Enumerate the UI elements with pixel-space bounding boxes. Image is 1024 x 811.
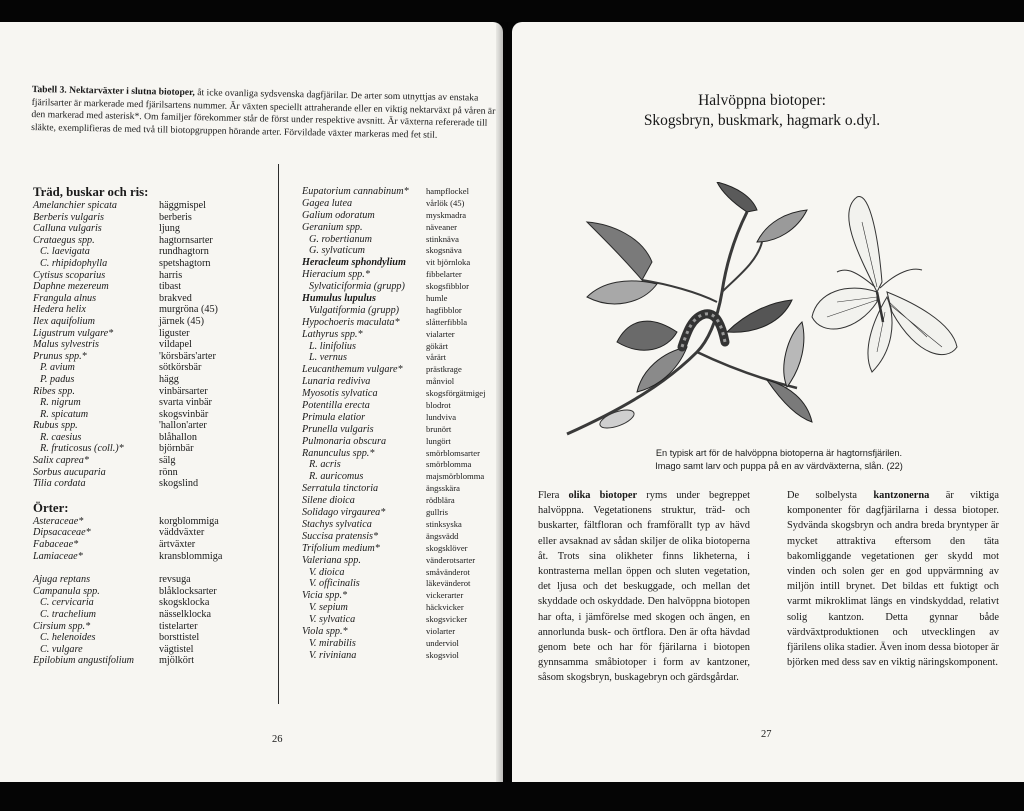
list-item [302,329,502,341]
list-item [302,364,502,376]
herb-families-list [33,516,273,562]
right-page [512,22,1024,782]
latin-name: C. trachelium [40,609,97,620]
latin-name: V. mirabilis [309,637,356,649]
latin-name: Viola spp.* [302,625,348,637]
swedish-name: brakved [159,292,192,304]
latin-name: R. fruticosus (coll.)* [40,443,124,455]
swedish-name: lungört [426,435,451,446]
latin-name: Lathyrus spp.* [302,328,363,340]
latin-name: Fabaceae* [33,539,79,551]
list-item [33,478,273,490]
latin-name: Prunella vulgaris [302,423,374,435]
latin-name: Pulmonaria obscura [302,435,387,447]
list-item [33,235,273,247]
list-item [33,409,273,421]
swedish-name: vårlök (45) [426,197,465,208]
latin-name: Ajuga reptans [33,574,91,586]
swedish-name: hagfibblor [426,304,462,315]
latin-name: Serratula tinctoria [302,483,379,495]
swedish-name: ljung [159,223,180,235]
swedish-name: kransblommiga [159,550,223,562]
swedish-name: blåhallon [159,431,197,443]
latin-name: Gagea lutea [302,197,353,209]
list-item [33,304,273,316]
list-item [302,531,502,543]
list-item [33,597,273,609]
list-item [302,352,502,364]
page-number-right: 27 [761,729,772,740]
swedish-name: tibast [159,281,182,293]
list-item [302,257,502,269]
right-plant-list [302,186,502,662]
list-item [33,609,273,621]
swedish-name: berberis [159,211,192,223]
swedish-name: ängsskära [426,483,460,494]
latin-name: Trifolium medium* [302,542,380,554]
latin-name: Amelanchier spicata [33,200,118,211]
list-item [33,621,273,633]
latin-name: Calluna vulgaris [33,223,102,235]
page-title-line2: Skogsbryn, buskmark, hagmark o.dyl. [643,112,881,129]
swedish-name: sälg [159,455,176,467]
latin-name: R. caesius [40,431,82,443]
figure-caption-line1: En typisk art för de halvöppna biotoperna är hagtornsfjärilen. [655,448,903,458]
swedish-name: majsmörblomma [426,471,485,482]
swedish-name: hägg [159,373,179,385]
latin-name: R. nigrum [40,397,81,409]
swedish-name: lundviva [426,411,457,422]
left-page [0,22,503,782]
swedish-name: gullris [426,507,448,518]
figure-caption-line2: Imago samt larv och puppa på en av värdväxterna, slån. (22) [655,461,903,471]
latin-name: Frangula alnus [33,292,97,304]
swedish-name: vårärt [426,352,447,363]
list-item [33,644,273,656]
list-item [33,362,273,374]
swedish-name: stinksyska [426,518,462,529]
latin-name: Crataegus spp. [33,234,95,246]
latin-name: V. sylvatica [309,614,356,626]
latin-name: Epilobium angustifolium [33,655,135,667]
latin-name: Lamiaceae* [33,550,83,562]
list-item [302,602,502,614]
list-item [33,527,273,539]
list-item [302,305,502,317]
latin-name: Galium odoratum [302,209,375,221]
list-item [33,632,273,644]
swedish-name: prästkrage [426,364,462,375]
list-item [33,655,273,667]
list-item [33,374,273,386]
swedish-name: gökärt [426,340,448,351]
list-item [302,448,502,460]
swedish-name: smörblomsarter [426,447,480,458]
latin-name: Cirsium spp.* [33,620,91,632]
swedish-name: 'hallon'arter [159,420,207,432]
swedish-name: 'körsbärs'arter [159,350,216,362]
swedish-name: tistelarter [159,620,198,632]
list-item [33,316,273,328]
list-item [33,281,273,293]
swedish-name: skogsviol [426,649,459,660]
latin-name: Stachys sylvatica [302,518,372,530]
body-text-col1-bold: olika biotoper [568,490,638,501]
body-text-col2-bold: kantzonerna [873,490,930,501]
list-item [33,386,273,398]
latin-name: Berberis vulgaris [33,211,105,223]
latin-name: P. avium [40,362,75,374]
latin-name: Leucanthemum vulgare* [302,364,403,376]
swedish-name: häggmispel [159,200,206,211]
list-item [33,467,273,479]
swedish-name: näveaner [426,221,458,232]
swedish-name: vit björnloka [426,257,471,268]
list-item [33,258,273,270]
list-item [33,420,273,432]
list-item [302,198,502,210]
swedish-name: sötkörsbär [159,362,202,374]
list-item [302,578,502,590]
body-text-column-1 [538,488,750,686]
page-number-left: 26 [272,734,283,745]
list-item [302,459,502,471]
list-item [33,200,273,212]
body-text-column-2 [787,488,999,670]
latin-name: Malus sylvestris [33,339,99,351]
swedish-name: korgblommiga [159,515,219,527]
swedish-name: slåtterfibbla [426,316,468,327]
trees-list [33,200,273,490]
swedish-name: skogslind [159,478,199,490]
butterfly-illustration [547,182,1007,452]
list-item [302,555,502,567]
herbs-list [33,574,273,667]
list-item [302,210,502,222]
column-divider [278,164,279,704]
list-item [302,567,502,579]
swedish-name: skogsklöver [426,542,468,553]
latin-name: L. vernus [309,352,347,364]
swedish-name: ängsvädd [426,530,459,541]
swedish-name: violarter [426,625,456,636]
swedish-name: liguster [159,327,190,339]
list-item [302,376,502,388]
list-item [33,586,273,598]
list-item [33,339,273,351]
swedish-name: harris [159,269,183,281]
swedish-name: ärtväxter [159,539,196,551]
latin-name: Dipsacaceae* [33,527,91,539]
swedish-name: skogsförgätmigej [426,388,486,399]
latin-name: Sylvaticiformia (grupp) [309,281,405,293]
swedish-name: fibbelarter [426,269,462,280]
list-item [302,424,502,436]
list-item [33,328,273,340]
swedish-name: myskmadra [426,209,467,220]
swedish-name: rödblära [426,495,455,506]
swedish-name: stinknäva [426,233,459,244]
section-heading-herbs: Örter: [33,500,69,515]
latin-name: Vulgatiformia (grupp) [309,304,400,316]
latin-name: Eupatorium cannabinum* [302,186,409,197]
latin-name: Heracleum sphondylium [302,257,406,269]
list-item [302,590,502,602]
swedish-name: småvänderot [426,566,470,577]
page-title-line1: Halvöppna biotoper: [698,92,826,109]
list-item [302,388,502,400]
latin-name: V. riviniana [309,649,357,661]
latin-name: Valeriana spp. [302,554,361,566]
latin-name: C. laevigata [40,246,90,258]
latin-name: V. officinalis [309,578,360,590]
swedish-name: borsttistel [159,632,200,644]
list-item [33,212,273,224]
swedish-name: järnek (45) [159,315,204,327]
list-item [302,234,502,246]
swedish-name: vänderotsarter [426,554,476,565]
list-item [33,432,273,444]
swedish-name: vägtistel [159,643,194,655]
swedish-name: spetshagtorn [159,257,211,269]
swedish-name: brunört [426,423,452,434]
latin-name: Hypochoeris maculata* [302,316,400,328]
table-caption [31,84,502,143]
list-item [33,455,273,467]
swedish-name: mjölkört [159,655,195,667]
latin-name: R. auricomus [309,471,364,483]
list-item [302,341,502,353]
latin-name: C. cervicaria [40,597,94,609]
latin-name: Ranunculus spp.* [302,447,375,459]
list-item [33,443,273,455]
list-item [302,519,502,531]
body-text-col1-rest: ryms under begreppet halvöppna. Vegetationens struktur, träd- och buskarter, fältfloran och framförallt typ av hävd eller avsaknad av sådan skiljer de olika biotoperna åt. Trots sina olikheter finns likheterna, i kontrasterna mellan öppen och sluten vegetation, det ljusa och det beskuggade, och mellan det skyddade och oskyddade. Den halvöppna biotopen har ofta, i jämförelse med skogen och ängen, en annorlunda busk- och örtflora. Den är ofta hävdad genom bete och har för fjärilarna i biotopen gynnsamma småbiotoper i form av kantzoner, såsom skogsbryn, buskagebryn och gärdsgårdar. [538,490,751,684]
list-item [33,551,273,563]
list-item [302,317,502,329]
list-item [302,638,502,650]
swedish-name: skogsklocka [159,597,210,609]
swedish-name: häckvicker [426,602,464,613]
list-item [302,269,502,281]
swedish-name: nässelklocka [159,609,212,620]
right-plant-column [302,186,502,662]
swedish-name: blodrot [426,400,451,411]
list-item [302,650,502,662]
latin-name: Hieracium spp.* [302,269,370,281]
swedish-name: vildapel [159,339,192,351]
swedish-name: läkevänderot [426,578,471,589]
latin-name: Tilia cordata [33,478,86,490]
list-item [302,495,502,507]
latin-name: Geranium spp. [302,221,363,233]
swedish-name: vialarter [426,328,455,339]
list-item [302,436,502,448]
list-item [33,293,273,305]
swedish-name: smörblomma [426,459,472,470]
latin-name: V. sepium [309,602,348,614]
list-item [302,412,502,424]
list-item [33,351,273,363]
latin-name: Silene dioica [302,495,355,507]
swedish-name: vinbärsarter [159,385,208,397]
list-item [33,270,273,282]
swedish-name: blåklocksarter [159,585,217,597]
latin-name: Asteraceae* [33,515,84,527]
latin-name: Ligustrum vulgare* [33,327,114,339]
swedish-name: humle [426,293,448,304]
list-item [302,483,502,495]
latin-name: V. dioica [309,566,345,578]
swedish-name: skogsvicker [426,614,468,625]
latin-name: Campanula spp. [33,585,100,597]
latin-name: Lunaria rediviva [302,376,371,388]
swedish-name: björnbär [159,443,194,455]
latin-name: Ilex aquifolium [33,315,95,327]
list-item [302,281,502,293]
latin-name: G. robertianum [309,233,373,245]
latin-name: Vicia spp.* [302,590,348,602]
latin-name: Hedera helix [33,304,86,316]
latin-name: C. vulgare [40,643,83,655]
swedish-name: hagtornsarter [159,234,213,246]
latin-name: L. linifolius [309,340,356,352]
list-item [302,614,502,626]
latin-name: Myosotis sylvatica [302,388,378,400]
swedish-name: hampflockel [426,186,469,196]
list-item [33,539,273,551]
list-item [302,293,502,305]
swedish-name: månviol [426,376,455,387]
latin-name: Solidago virgaurea* [302,507,386,519]
body-text-col2-rest: är viktiga komponenter för dagfjärilarna i dessa biotoper. Sydvända skogsbryn och andra breda bryntyper är mycket attraktiva eftersom den täta bakomliggande vegetationen ger skydd mot vinden och solen ger en god uppvärmning av miljön intill brynet. Det bildas ett fuktigt och varmt mikroklimat längs en vindskyddad, relativt solig kantzon. Detta gynnar både värdväxtproduktionen och utvecklingen av fjärilens olika stadier. Även inom dessa biotoper är björken med dess sav en viktig näringskomponent. [787,490,999,669]
list-item [302,626,502,638]
list-item [302,471,502,483]
swedish-name: rönn [159,466,178,478]
table-caption-title: Tabell 3. Nektarväxter i slutna biotoper, [31,84,195,99]
list-item [33,223,273,235]
latin-name: Ribes spp. [33,385,75,397]
latin-name: Cytisus scoparius [33,269,106,281]
latin-name: Primula elatior [302,411,366,423]
list-item [302,186,502,198]
latin-name: Succisa pratensis* [302,530,379,542]
latin-name: Sorbus aucuparia [33,466,106,478]
latin-name: Prunus spp.* [33,350,87,362]
list-item [302,400,502,412]
swedish-name: murgröna (45) [159,304,218,316]
list-item [33,397,273,409]
table-caption-text: åt icke ovanliga sydsvenska dagfjärilar. De arter som utnyttjas av enstaka fjärilsarter är markerade med fjärilsartens nummer. Är växten speciellt attraherande eller en viktig nektarväxt på våren är den markerad med asterisk*. Om familjer förekommer står de först under respektive avsnitt. Är växterna refererade till släkte, exemplifieras de med två till biotopgruppen hörande arter. Förvildade växter markeras med fet stil. [31,87,496,141]
body-text-col1-pre: Flera [538,490,569,501]
swedish-name: underviol [426,637,459,648]
latin-name: Daphne mezereum [33,281,109,293]
latin-name: R. spicatum [40,408,89,420]
body-text-col2-pre: De solbelysta [787,490,874,501]
list-item [302,245,502,257]
swedish-name: skogsnäva [426,245,462,256]
list-item [33,516,273,528]
swedish-name: revsuga [159,574,191,586]
latin-name: R. acris [309,459,341,471]
latin-name: C. helenoides [40,632,96,644]
section-heading-trees: Träd, buskar och ris: [33,185,149,199]
list-item [302,543,502,555]
list-item [33,574,273,586]
swedish-name: skogsfibblor [426,281,469,292]
latin-name: G. sylvaticum [309,245,366,257]
swedish-name: rundhagtorn [159,246,209,258]
swedish-name: skogsvinbär [159,408,209,420]
latin-name: Rubus spp. [33,420,78,432]
left-plant-column [33,184,273,667]
list-item [302,222,502,234]
list-item [302,507,502,519]
swedish-name: väddväxter [159,527,205,539]
swedish-name: svarta vinbär [159,397,212,409]
latin-name: C. rhipidophylla [40,257,108,269]
list-item [33,246,273,258]
latin-name: P. padus [40,373,75,385]
latin-name: Potentilla erecta [302,400,370,412]
swedish-name: vickerarter [426,590,464,601]
latin-name: Salix caprea* [33,455,89,467]
latin-name: Humulus lupulus [302,293,376,305]
